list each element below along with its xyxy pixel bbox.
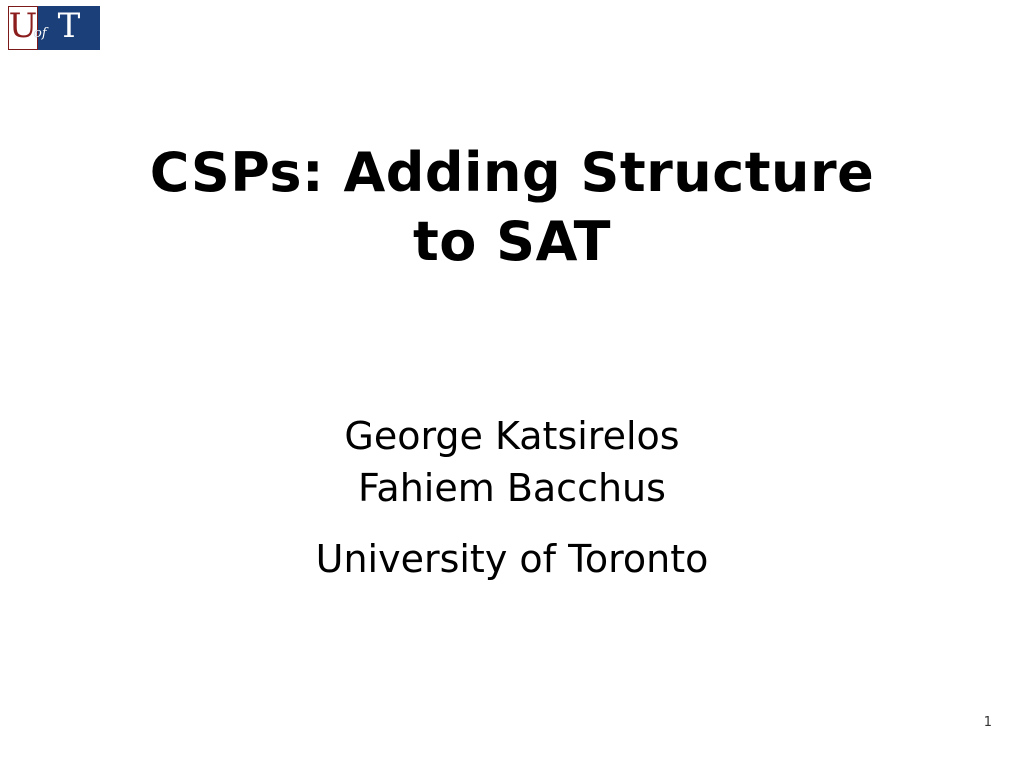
logo-of-letter: of — [34, 26, 47, 41]
logo-u-letter: U — [8, 6, 38, 46]
logo-t-letter: T — [57, 6, 81, 46]
author-name-1: George Katsirelos — [344, 414, 680, 458]
university-of-toronto-logo — [8, 6, 100, 50]
slide-title: CSPs: Adding Structure to SAT — [149, 141, 875, 274]
slide-number: 1 — [983, 715, 992, 730]
author-name-2: Fahiem Bacchus — [358, 466, 666, 511]
affiliation: University of Toronto — [315, 536, 709, 581]
slide-subtitle-block — [112, 410, 912, 585]
